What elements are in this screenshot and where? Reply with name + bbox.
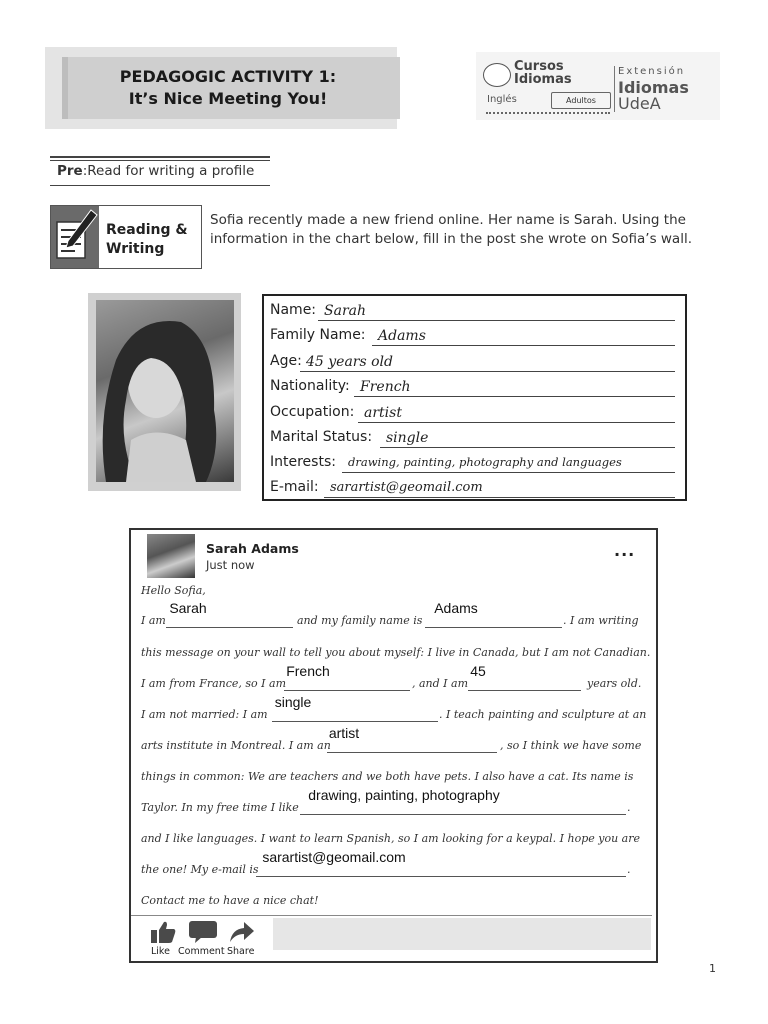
profile-label: Age: xyxy=(270,353,302,369)
profile-label: Interests: xyxy=(270,454,336,470)
profile-value[interactable]: Adams xyxy=(378,328,426,344)
reading-label: Reading & xyxy=(106,222,188,238)
profile-row-6 xyxy=(270,425,675,450)
reading-writing-label xyxy=(106,221,188,259)
post-line-3c: years old. xyxy=(587,677,642,690)
profile-value[interactable]: Sarah xyxy=(324,303,366,319)
profile-label: Name: xyxy=(270,302,317,318)
post-line-3a: I am from France, so I am xyxy=(141,677,286,690)
post-line-2: this message on your wall to tell you about myself: I live in Canada, but I am not Canadian. xyxy=(141,646,651,659)
logo-extension-idiomas: Idiomas xyxy=(618,78,689,97)
post-line-3b: , and I am xyxy=(412,677,469,690)
post-line-10: Contact me to have a nice chat! xyxy=(141,894,319,907)
pre-text: :Read for writing a profile xyxy=(82,163,255,179)
comment-icon[interactable] xyxy=(188,920,218,948)
pre-rule-top xyxy=(50,156,270,158)
post-divider xyxy=(131,915,652,916)
post-line-7a: Taylor. In my free time I like xyxy=(141,801,299,814)
profile-photo xyxy=(96,300,234,482)
profile-value[interactable]: French xyxy=(360,379,411,395)
logo-cursos-idiomas xyxy=(514,60,572,86)
blank-age[interactable] xyxy=(468,690,581,691)
profile-field-line xyxy=(358,422,675,423)
profile-value[interactable]: artist xyxy=(364,405,402,421)
answer-family-name: Adams xyxy=(434,600,478,616)
pre-label: Pre xyxy=(57,163,83,179)
logo-adultos: Adultos xyxy=(551,92,611,109)
profile-field-line xyxy=(354,396,675,397)
title-line-2: It’s Nice Meeting You! xyxy=(128,89,328,108)
pencil-notepad-icon xyxy=(51,206,99,268)
speech-bubble-icon xyxy=(483,63,511,87)
profile-row-5 xyxy=(270,400,675,425)
profile-row-4 xyxy=(270,374,675,399)
answer-marital-status: single xyxy=(274,694,312,710)
post-line-7b: . xyxy=(627,801,631,814)
pre-rule-bottom xyxy=(50,185,270,186)
blank-name[interactable] xyxy=(166,627,293,628)
share-icon[interactable] xyxy=(229,920,255,948)
logo-idiomas: Idiomas xyxy=(514,72,572,87)
blank-marital-status[interactable] xyxy=(272,721,438,722)
profile-row-8 xyxy=(270,475,675,500)
profile-field-line xyxy=(372,345,675,346)
profile-row-3 xyxy=(270,349,675,374)
profile-field-line xyxy=(342,472,675,473)
page-number: 1 xyxy=(709,962,716,975)
profile-value[interactable]: single xyxy=(386,430,429,446)
blank-email[interactable] xyxy=(256,876,626,877)
page-title xyxy=(62,66,394,110)
answer-interests: drawing, painting, photography xyxy=(308,787,500,803)
post-greeting: Hello Sofia, xyxy=(141,584,206,597)
profile-label: E-mail: xyxy=(270,479,319,495)
profile-label: Family Name: xyxy=(270,327,366,343)
logo-divider xyxy=(486,112,610,114)
comment-bar[interactable] xyxy=(273,918,651,950)
post-line-5b: , so I think we have some xyxy=(500,739,642,752)
profile-label: Nationality: xyxy=(270,378,350,394)
post-line-1c: . I am writing xyxy=(563,614,639,627)
profile-field-line xyxy=(380,447,675,448)
post-line-1a: I am xyxy=(141,614,166,627)
writing-label: Writing xyxy=(106,241,165,257)
answer-occupation: artist xyxy=(328,725,360,741)
profile-field-line xyxy=(300,371,675,372)
blank-occupation[interactable] xyxy=(327,752,497,753)
profile-label: Marital Status: xyxy=(270,429,373,445)
title-line-1: PEDAGOGIC ACTIVITY 1: xyxy=(119,67,337,86)
logo-ingles: Inglés xyxy=(487,94,517,105)
comment-button[interactable]: Comment xyxy=(178,946,225,957)
post-line-4a: I am not married: I am xyxy=(141,708,268,721)
logo-cursos: Cursos xyxy=(514,59,564,74)
profile-field-line xyxy=(318,320,675,321)
answer-email: sarartist@geomail.com xyxy=(262,849,406,865)
profile-label: Occupation: xyxy=(270,404,355,420)
logo-separator xyxy=(614,66,615,112)
profile-value[interactable]: sarartist@geomail.com xyxy=(330,480,483,495)
avatar xyxy=(147,534,195,578)
blank-family-name[interactable] xyxy=(425,627,562,628)
pre-heading xyxy=(57,163,254,179)
answer-age: 45 xyxy=(470,663,486,679)
post-line-6: things in common: We are teachers and we both have pets. I also have a cat. Its name is xyxy=(141,770,634,783)
post-line-5a: arts institute in Montreal. I am an xyxy=(141,739,331,752)
profile-row-2 xyxy=(270,323,675,348)
share-button[interactable]: Share xyxy=(227,946,255,957)
post-author[interactable]: Sarah Adams xyxy=(206,541,299,556)
profile-row-7 xyxy=(270,450,675,475)
logo-udea: UdeA xyxy=(618,94,661,113)
logo-extension: Extensión xyxy=(618,66,686,77)
post-line-4b: . I teach painting and sculpture at an xyxy=(439,708,647,721)
pre-rule-top-thin xyxy=(50,160,270,161)
answer-nationality: French xyxy=(286,663,330,679)
profile-row-1 xyxy=(270,298,675,323)
post-line-9b: . xyxy=(627,863,631,876)
post-timestamp: Just now xyxy=(206,558,255,572)
post-line-8: and I like languages. I want to learn Spanish, so I am looking for a keypal. I hope you are xyxy=(141,832,641,845)
post-line-9a: the one! My e-mail is xyxy=(141,863,259,876)
blank-interests[interactable] xyxy=(300,814,626,815)
like-icon[interactable] xyxy=(150,920,176,948)
instructions-text: Sofia recently made a new friend online. Her name is Sarah. Using the information in the chart below, fill in the post she wrote on Sofia’s wall. xyxy=(210,212,692,247)
answer-name: Sarah xyxy=(169,600,207,616)
profile-field-line xyxy=(324,497,675,498)
more-options-icon[interactable]: ... xyxy=(614,541,636,560)
post-line-1b: and my family name is xyxy=(297,614,423,627)
profile-value[interactable]: 45 years old xyxy=(306,354,394,370)
blank-nationality[interactable] xyxy=(284,690,410,691)
like-button[interactable]: Like xyxy=(151,946,170,957)
profile-value[interactable]: drawing, painting, photography and languages xyxy=(348,455,622,469)
